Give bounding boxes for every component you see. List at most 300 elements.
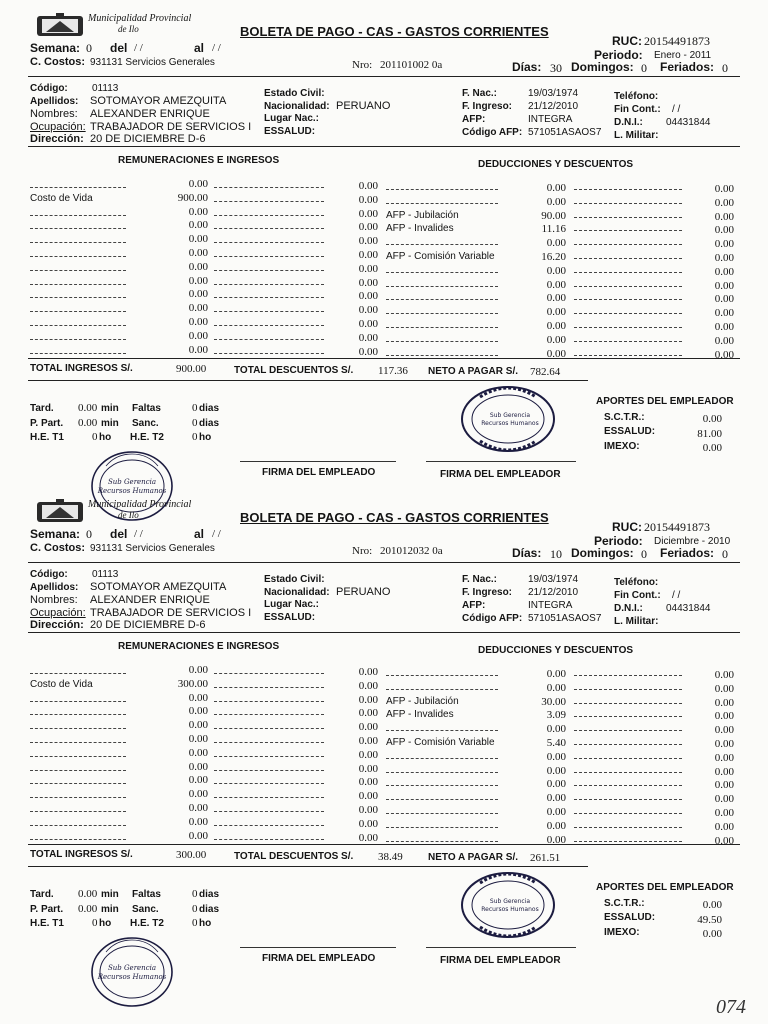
afp-value: INTEGRA [528,600,573,611]
ded-item-value-2: 0.00 [714,779,734,792]
ded-item-blank [574,258,682,259]
ded-item-value-2: 0.00 [714,210,734,223]
rem-item-blank [30,783,126,784]
periodo-label: Periodo: [594,534,643,548]
ded-item-value-2: 0.00 [714,183,734,195]
ded-item-blank [386,272,498,273]
rem-item-blank [214,728,324,729]
ded-item-value: 0.00 [546,182,566,194]
ded-item-blank [574,785,682,786]
ded-item-blank [386,313,498,314]
rem-item-blank [30,701,126,702]
rem-item-value: 0.00 [188,733,208,745]
total-ingresos-value: 300.00 [176,849,207,861]
totals-bottom-divider [28,380,588,381]
rem-item-value: 0.00 [188,705,208,718]
ded-item-blank [574,341,682,342]
rem-item-label: Costo de Vida [30,192,93,204]
rem-item-blank [214,311,324,312]
remuneraciones-header: REMUNERACIONES E INGRESOS [118,155,280,166]
fingreso-label: F. Ingreso: [462,101,513,112]
rem-item-blank [214,687,324,688]
sctr-value: 0.00 [702,413,722,425]
total-ingresos-label: TOTAL INGRESOS S/. [30,363,133,374]
ded-item-value: 0.00 [546,806,566,818]
rem-item-value: 0.00 [188,302,208,315]
domingos-label: Domingos: [571,546,634,560]
ded-item-value-2: 0.00 [714,334,734,347]
ded-item-blank [386,675,498,676]
ded-item-blank [574,675,682,676]
ded-item-value-2: 0.00 [714,224,734,237]
ded-item-value-2: 0.00 [714,696,734,709]
ded-item-value-2: 0.00 [714,724,734,737]
sanc-value: 0 [192,903,198,915]
ded-item-blank [386,785,498,786]
rem-item-value: 0.00 [188,205,208,218]
ppart-value: 0.00 [78,903,98,915]
firma-empleador-label: FIRMA DEL EMPLEADOR [440,469,561,480]
payslip-2 [0,486,768,981]
al-label: al [194,527,205,541]
codigo-afp-value: 571051ASAOS7 [528,127,602,138]
svg-text:Recursos Humanos: Recursos Humanos [481,906,539,913]
ded-item-blank [574,730,682,731]
signature-line-employer [426,947,576,948]
ded-item-blank [386,299,498,300]
del-value: / / [134,42,143,54]
document-title: BOLETA DE PAGO - CAS - GASTOS CORRIENTES [240,24,549,39]
ppart-label: P. Part. [30,418,64,429]
ded-item-blank [574,299,682,300]
rem-item-blank [214,201,324,202]
ded-item-blank [574,689,682,690]
rem-item-blank [214,353,324,354]
sanc-label: Sanc. [132,418,159,429]
rem-item-value: 0.00 [188,316,208,328]
ded-item-value-2: 0.00 [714,293,734,306]
ded-item-blank [574,744,682,745]
ocupacion-value: TRABAJADOR DE SERVICIOS I [90,607,252,619]
rem-item-blank [30,325,126,326]
svg-text:Sub Gerencia: Sub Gerencia [107,478,157,486]
fnac-label: F. Nac.: [462,88,498,99]
rem-item-blank [214,783,324,784]
ded-item-value: 0.00 [546,264,566,277]
ded-item-blank [574,217,682,218]
signature-line-employee [240,947,396,948]
faltas-label: Faltas [132,889,161,900]
ded-item-value: 0.00 [546,681,566,694]
ded-item-value: 0.00 [546,320,566,332]
dias-label: Días: [512,60,542,74]
sanc-value: 0 [192,417,198,429]
ded-item-value: 0.00 [546,347,566,360]
rem-item-value: 0.00 [188,233,208,246]
rem-item-value-2: 0.00 [358,762,378,775]
rem-item-value-2: 0.00 [358,666,378,678]
codigo-label: Código: [30,83,68,94]
rem-item-value-2: 0.00 [358,345,378,358]
ded-item-value: 0.00 [546,278,566,291]
rem-item-value-2: 0.00 [358,180,378,192]
fingreso-label: F. Ingreso: [462,587,513,598]
ded-item-value: 16.20 [541,251,566,263]
rem-item-blank [30,353,126,354]
fin-cont-value: / / [672,104,681,115]
payslip-1 [0,0,768,495]
imexo-label: IMEXO: [604,441,640,452]
document-title: BOLETA DE PAGO - CAS - GASTOS CORRIENTES [240,510,549,525]
rem-item-value: 0.00 [188,788,208,801]
rem-item-value: 0.00 [188,178,208,190]
total-ingresos-label: TOTAL INGRESOS S/. [30,849,133,860]
feriados-label: Feriados: [660,546,715,560]
nro-label: Nro: [352,59,373,71]
rem-item-blank [30,270,126,271]
rem-item-blank [30,714,126,715]
het1-value: 0 [92,917,98,929]
rem-item-blank [30,825,126,826]
ded-item-blank [574,799,682,800]
ruc-value: 20154491873 [644,34,710,48]
ded-item-blank [386,244,498,245]
info-divider [28,146,740,147]
neto-value: 261.51 [530,852,561,864]
rem-item-label: Costo de Vida [30,678,93,690]
rem-item-blank [214,284,324,285]
page-number: 074 [716,996,746,1018]
domingos-value: 0 [641,61,647,75]
rem-item-value-2: 0.00 [358,221,378,234]
neto-label: NETO A PAGAR S/. [428,852,519,863]
tard-unit: min [101,889,119,900]
direccion-label: Dirección: [30,133,84,145]
ded-item-blank [386,203,498,204]
codigo-label: Código: [30,569,68,580]
rem-item-value-2: 0.00 [358,748,378,761]
ded-item-blank [574,327,682,328]
rem-item-blank [30,311,126,312]
estado-civil-label: Estado Civil: [264,88,325,99]
ded-item-blank [386,758,498,759]
direccion-label: Dirección: [30,619,84,631]
rem-item-blank [30,339,126,340]
del-label: del [110,527,128,541]
firma-empleador-label: FIRMA DEL EMPLEADOR [440,955,561,966]
rem-item-value: 900.00 [177,191,208,204]
rem-item-value: 300.00 [177,677,208,690]
signature-line-employer [426,461,576,462]
nro-value: 201101002 0a [380,59,443,71]
rem-item-blank [214,228,324,229]
lugar-nac-label: Lugar Nac.: [264,599,320,610]
rem-item-value: 0.00 [188,774,208,787]
het2-unit: ho [199,432,212,443]
header-divider [28,76,740,77]
ded-item-blank [574,286,682,287]
periodo-value: Enero - 2011 [654,50,712,61]
rem-item-blank [214,839,324,840]
apellidos-label: Apellidos: [30,582,79,593]
ded-item-value-2: 0.00 [714,751,734,764]
rem-item-value-2: 0.00 [358,790,378,803]
nombres-label: Nombres: [30,108,78,120]
sctr-label: S.C.T.R.: [604,412,645,423]
svg-text:Recursos Humanos: Recursos Humanos [97,487,167,495]
ded-item-label: AFP - Invalides [386,223,454,235]
het1-unit: ho [99,918,112,929]
dni-value: 04431844 [666,603,711,614]
het1-label: H.E. T1 [30,918,64,929]
del-label: del [110,41,128,55]
rem-item-value: 0.00 [188,802,208,814]
het1-label: H.E. T1 [30,432,64,443]
aportes-essalud-label: ESSALUD: [604,912,656,923]
rem-item-value: 0.00 [188,829,208,842]
ded-item-blank [574,355,682,356]
rem-item-blank [214,187,324,188]
svg-text:Sub Gerencia: Sub Gerencia [489,412,531,419]
ded-item-label: AFP - Comisión Variable [386,737,495,748]
ded-item-value: 0.00 [546,792,566,805]
sctr-label: S.C.T.R.: [604,898,645,909]
ded-item-blank [574,716,682,717]
ded-item-value: 0.00 [546,723,566,736]
ded-item-label: AFP - Comisión Variable [386,251,495,262]
ded-item-label: AFP - Jubilación [386,695,459,707]
aportes-essalud-value: 81.00 [697,428,722,440]
ded-item-value-2: 0.00 [714,196,734,209]
ded-item-value: 0.00 [546,668,566,680]
ded-item-blank [574,703,682,704]
ded-item-value: 0.00 [546,778,566,791]
semana-label: Semana: [30,527,81,541]
rem-item-blank [30,215,126,216]
ded-item-blank [574,841,682,842]
tard-label: Tard. [30,403,54,414]
ded-item-value: 5.40 [546,737,566,749]
svg-text:Recursos Humanos: Recursos Humanos [481,420,539,427]
ded-item-blank [386,286,498,287]
ded-item-blank [386,327,498,328]
sanc-label: Sanc. [132,904,159,915]
rem-item-blank [30,742,126,743]
rem-item-blank [214,811,324,812]
estado-civil-label: Estado Civil: [264,574,325,585]
ded-item-value: 90.00 [541,209,566,222]
ocupacion-value: TRABAJADOR DE SERVICIOS I [90,121,252,133]
rem-item-value-2: 0.00 [358,679,378,692]
ded-item-blank [386,799,498,800]
periodo-label: Periodo: [594,48,643,62]
rem-item-value-2: 0.00 [358,262,378,275]
rem-item-blank [214,797,324,798]
total-descuentos-label: TOTAL DESCUENTOS S/. [234,365,354,376]
fnac-value: 19/03/1974 [528,574,579,585]
rem-item-blank [30,811,126,812]
ded-item-value-2: 0.00 [714,710,734,723]
fin-cont-value: / / [672,590,681,601]
telefono-label: Teléfono: [614,577,659,588]
rem-item-value: 0.00 [188,288,208,301]
sctr-value: 0.00 [702,899,722,911]
rem-item-value: 0.00 [188,815,208,828]
ocupacion-label: Ocupación: [30,121,86,133]
het2-label: H.E. T2 [130,432,164,443]
direccion-value: 20 DE DICIEMBRE D-6 [90,619,206,631]
faltas-value: 0 [192,402,198,414]
totals-bottom-divider [28,866,588,867]
rem-item-value-2: 0.00 [358,804,378,816]
het2-unit: ho [199,918,212,929]
ded-item-value-2: 0.00 [714,238,734,251]
dni-label: D.N.I.: [614,603,643,614]
svg-text:Recursos Humanos: Recursos Humanos [97,973,167,981]
rem-item-value: 0.00 [188,719,208,732]
ruc-label: RUC: [612,34,642,48]
ded-item-value-2: 0.00 [714,793,734,806]
ded-item-blank [386,772,498,773]
ccostos-label: C. Costos: [30,542,85,554]
rem-item-value: 0.00 [188,691,208,704]
het1-unit: ho [99,432,112,443]
semana-value: 0 [86,527,92,541]
tard-value: 0.00 [78,888,98,900]
ded-item-value-2: 0.00 [714,765,734,778]
semana-label: Semana: [30,41,81,55]
imexo-value: 0.00 [702,928,722,940]
ppart-unit: min [101,418,119,429]
tard-unit: min [101,403,119,414]
ded-item-value: 0.00 [546,292,566,305]
ded-item-label: AFP - Invalides [386,709,454,721]
ded-item-value: 0.00 [546,195,566,208]
total-descuentos-value: 117.36 [378,365,408,377]
rem-item-value: 0.00 [188,329,208,342]
ded-item-value: 0.00 [546,237,566,250]
nacionalidad-label: Nacionalidad: [264,587,330,598]
rem-item-blank [214,256,324,257]
ded-item-value-2: 0.00 [714,307,734,320]
rem-item-value: 0.00 [188,664,208,676]
rem-item-blank [30,756,126,757]
nacionalidad-value: PERUANO [336,586,391,598]
rem-item-value-2: 0.00 [358,304,378,317]
ded-item-value: 0.00 [546,750,566,763]
essalud-label: ESSALUD: [264,126,316,137]
ded-item-value: 0.00 [546,306,566,319]
faltas-unit: dias [199,889,220,900]
domingos-value: 0 [641,547,647,561]
fnac-value: 19/03/1974 [528,88,579,99]
afp-label: AFP: [462,114,486,125]
municipality-name: Municipalidad Provincial [88,13,192,24]
neto-label: NETO A PAGAR S/. [428,366,519,377]
rem-item-blank [30,673,126,674]
codigo-afp-value: 571051ASAOS7 [528,613,602,624]
ded-item-blank [574,189,682,190]
nacionalidad-value: PERUANO [336,100,391,112]
rem-item-blank [30,228,126,229]
ded-item-value-2: 0.00 [714,279,734,292]
municipality-name: Municipalidad Provincial [88,499,192,510]
rem-item-blank [214,297,324,298]
het2-label: H.E. T2 [130,918,164,929]
het2-value: 0 [192,917,198,929]
rem-item-value-2: 0.00 [358,721,378,734]
signature-line-employee [240,461,396,462]
rem-item-value-2: 0.00 [358,235,378,248]
periodo-value: Diciembre - 2010 [654,536,731,547]
feriados-label: Feriados: [660,60,715,74]
rem-item-blank [30,728,126,729]
rem-item-value-2: 0.00 [358,318,378,330]
total-descuentos-value: 38.49 [378,851,403,863]
rem-item-value: 0.00 [188,343,208,356]
rem-item-value-2: 0.00 [358,276,378,289]
nro-value: 201012032 0a [380,545,443,557]
codigo-afp-label: Código AFP: [462,613,523,624]
ded-item-blank [574,313,682,314]
employer-stamp-icon [456,383,560,455]
ded-item-blank [574,203,682,204]
deducciones-header: DEDUCCIONES Y DESCUENTOS [478,159,634,170]
rem-item-value: 0.00 [188,274,208,287]
hr-stamp-icon [86,932,178,1010]
ded-item-value: 0.00 [546,833,566,846]
aportes-header: APORTES DEL EMPLEADOR [596,882,734,893]
ccostos-value: 931131 Servicios Generales [90,57,215,68]
firma-empleado-label: FIRMA DEL EMPLEADO [262,953,376,964]
ded-item-value-2: 0.00 [714,252,734,264]
codigo-afp-label: Código AFP: [462,127,523,138]
ded-item-value-2: 0.00 [714,348,734,361]
fingreso-value: 21/12/2010 [528,587,579,598]
fin-cont-label: Fin Cont.: [614,590,661,601]
rem-item-blank [214,825,324,826]
feriados-value: 0 [722,547,728,561]
nombres-label: Nombres: [30,594,78,606]
tard-value: 0.00 [78,402,98,414]
rem-item-value: 0.00 [188,247,208,259]
ded-item-value-2: 0.00 [714,834,734,847]
nombres-value: ALEXANDER ENRIQUE [90,594,210,606]
ocupacion-label: Ocupación: [30,607,86,619]
rem-item-blank [30,297,126,298]
ccostos-label: C. Costos: [30,56,85,68]
nacionalidad-label: Nacionalidad: [264,101,330,112]
deducciones-header: DEDUCCIONES Y DESCUENTOS [478,645,634,656]
ded-item-value-2: 0.00 [714,807,734,819]
imexo-label: IMEXO: [604,927,640,938]
rem-item-blank [30,797,126,798]
rem-item-value: 0.00 [188,760,208,773]
lmilitar-label: L. Militar: [614,616,659,627]
rem-item-value-2: 0.00 [358,831,378,844]
fingreso-value: 21/12/2010 [528,101,579,112]
ded-item-blank [574,813,682,814]
municipality-city: de Ilo [118,510,139,520]
rem-item-value-2: 0.00 [358,331,378,344]
municipality-city: de Ilo [118,24,139,34]
apellidos-label: Apellidos: [30,96,79,107]
rem-item-value: 0.00 [188,260,208,273]
ded-item-value: 30.00 [541,695,566,708]
afp-value: INTEGRA [528,114,573,125]
ded-item-blank [574,230,682,231]
rem-item-blank [30,770,126,771]
